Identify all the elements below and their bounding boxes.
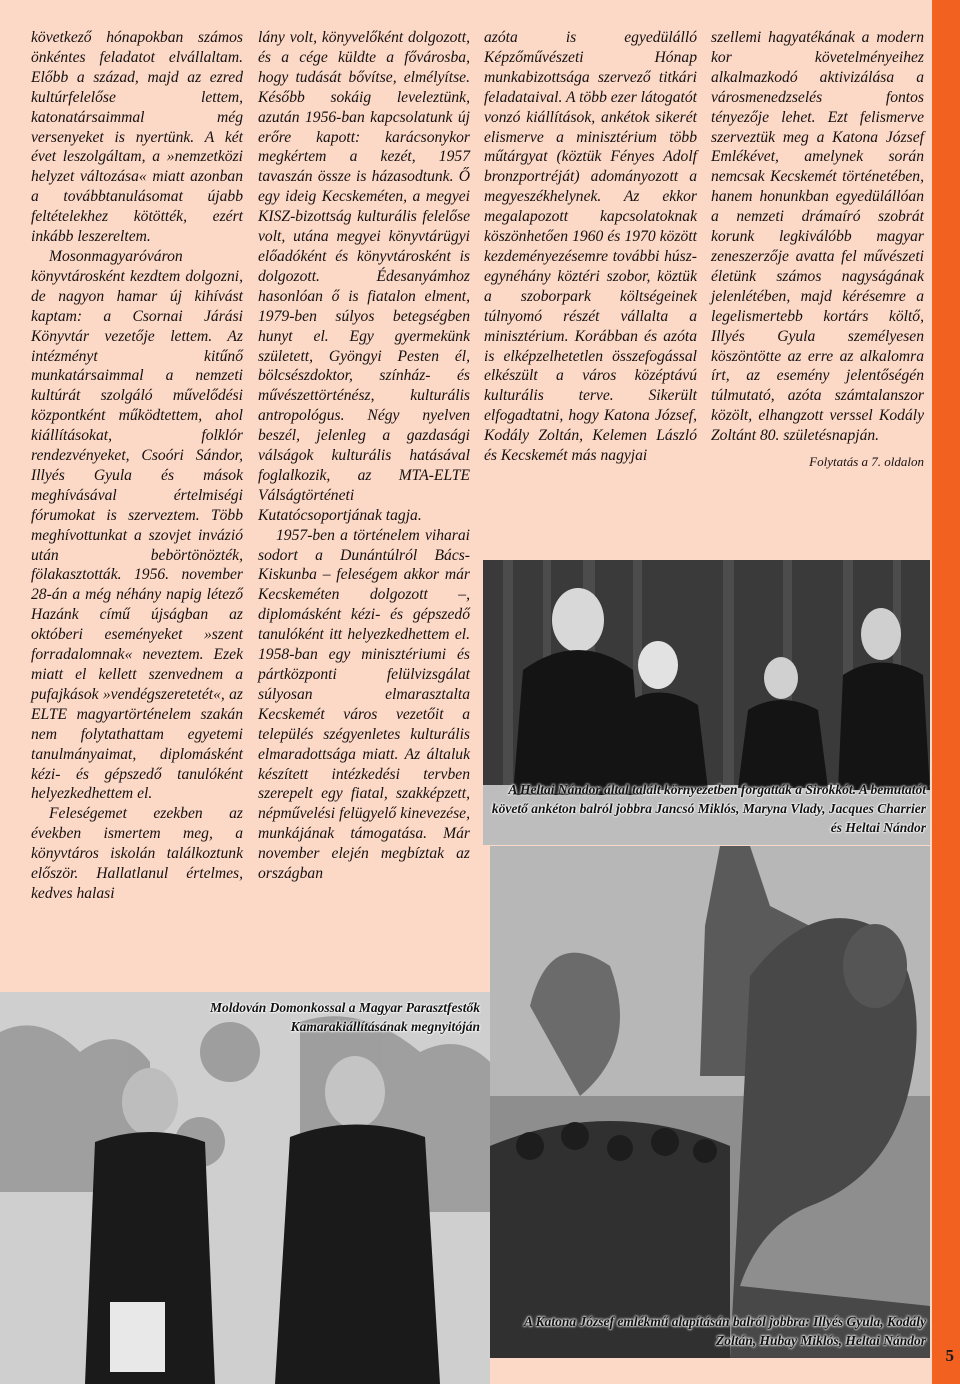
text-column-1	[31, 28, 243, 904]
continued-note: Folytatás a 7. oldalon	[809, 454, 924, 470]
orange-edge-bar	[932, 0, 960, 1384]
paragraph: szellemi hagyatékának a modern kor követelményeihez alkalmazkodó aktivizálása a városmenedzselés fontos tényezője lehet. Ezt felismerve szerveztük meg a Katona József Emlékévet, amelynek során nemcsak Kecskemét történetében, hanem honunkban egyedülállóan a nemzeti drámaíró szobrát korunk legkiválóbb magyar zeneszerzője avatta fel művészeti életünk számos nagyságának jelenlétében, majd kérésemre a legelismertebb kortárs költő, Illyés Gyula személyesen köszöntötte az erre az alkalomra írt, az esemény jelentőségén túlmutató, azóta számtalanszor közölt, elhangzott verssel Kodály Zoltánt 80. születésnapján.	[711, 29, 924, 445]
photo-caption: Moldován Domonkossal a Magyar Parasztfestők Kamarakiállításának megnyitóján	[209, 1000, 480, 1034]
text-column-4	[711, 28, 924, 472]
photo-exhibition-opening	[0, 992, 490, 1384]
paragraph: lány volt, könyvelőként dolgozott, és a cége küldte a fővárosba, hogy tudását bővítse, elmélyítse. Később sokáig leveleztünk, azután 1956-ban kapcsolatunk új erőre kapott: karácsonykor megkértem a kezét, 1957 tavaszán össze is házasodtunk. Ő egy ideig Kecskeméten, a megyei KISZ-bizottság kulturális felelőse volt, utána megyei könyvtárügyi előadóként és könyvtárosként is dolgozott. Édesanyámhoz hasonlóan ő is fiatalon elment, 1979-ben súlyos betegségben hunyt el. Egy gyermekünk született, Gyöngyi Pesten él, bölcsészdoktor, színház- és művészettörténész, kulturális antropológus. Négy nyelven beszél, jelenleg a gazdasági válságok kulturális hatásával foglalkozik, az MTA-ELTE Válságtörténeti Kutatócsoportjának tagja.	[258, 29, 470, 524]
paragraph: következő hónapokban számos önkéntes feladatot elvállaltam. Előbb a század, majd az ezred kultúrfelelőse lettem, katonatársaimmal még versenyeket is nyertünk. A két évet leszolgáltam, a »nemzetközi helyzet változása« miatt azonban a továbbtanulásomat újabb feltételekhez kötötték, ezért inkább leszereltem.	[31, 29, 243, 246]
page-number: 5	[945, 1346, 954, 1365]
photo-monument	[490, 846, 930, 1358]
text-column-2	[258, 28, 470, 884]
photo-caption: A Katona József emlékmű alapításán balról jobbra: Illyés Gyula, Kodály Zoltán, Hubay Miklós, Heltai Nándor	[523, 1314, 926, 1348]
paragraph: 1957-ben a történelem viharai sodort a Dunántúlról Bács-Kiskunba – feleségem akkor már Kecskeméten dolgozott –, diplomásként kézi- és gépszedő tanulóként itt helyezkedhettem el. 1958-ban egy minisztériumi és pártközponti felülvizsgálat súlyosan elmarasztalta Kecskemét város vezetőit a település szégyenletes kulturális elmaradottsága miatt. Az általuk készített intézkedési tervben szerepelt egy fiatal, szakképzett, népművelési felügyelő kinevezése, munkájának támogatása. Már november elején megbíztak az országban	[258, 526, 470, 883]
photo-caption: A Heltai Nándor által talált környezetben forgatták a Sirokkót. A bemutatót követő ankéton balról jobbra Jancsó Miklós, Maryna Vlady, Jacques Charrier és Heltai Nándor	[491, 782, 926, 835]
text-column-3	[484, 28, 697, 466]
paragraph: Feleségemet ezekben az években ismertem meg, a könyvtáros iskolán találkoztunk először. Hallatlanul értelmes, kedves halasi	[31, 805, 243, 902]
paragraph: azóta is egyedülálló Képzőművészeti Hónap munkabizottsága szervező titkári feladataival. A több ezer látogatót vonzó kiállítások, ankétok sikerét elismerve a minisztérium több műtárgyat (köztük Fényes Adolf bronzportréját) adományozott a megyeszékhelynek. Az ekkor megalapozott kapcsolatoknak köszönhetően 1960 és 1970 között kezdeményezésemre további húsz-egynéhány köztéri szobor, köztük a szoborpark költségeinek túlnyomó részét vállalta a minisztérium. Korábban és azóta is elképzelhetetlen összefogással elkészült a város középtávú kulturális terve. Sikerült elfogadtatni, hogy Katona József, Kodály Zoltán, Kelemen László és Kecskemét más nagyjai	[484, 29, 697, 465]
paragraph: Mosonmagyaróváron könyvtárosként kezdtem dolgozni, de nagyon hamar új kihívást kaptam: a Csornai Járási Könyvtár vezetője lettem. Az intézményt kitűnő munkatársaimmal a nemzeti kultúrát szolgáló művelődési központként működtettem, ahol kiállításokat, folklór rendezvényeket, Csoóri Sándor, Illyés Gyula és mások meghívásával értelmiségi fórumokat is szerveztem. Több meghívottunkat a szovjet invázió után bebörtönözték, fölakasztották. 1956. november 28-án a még néhány napig létező Hazánk című újságban az októberi eseményeket »szent forradalomnak« neveztem. Ezek miatt el kellett szenvednem a pufajkások »vendégszeretetét«, az ELTE magyartörténelem szakán nem folytathattam egyetemi tanulmányaimat, diplomásként kézi- és gépszedő tanulóként helyezkedhettem el.	[31, 247, 243, 803]
